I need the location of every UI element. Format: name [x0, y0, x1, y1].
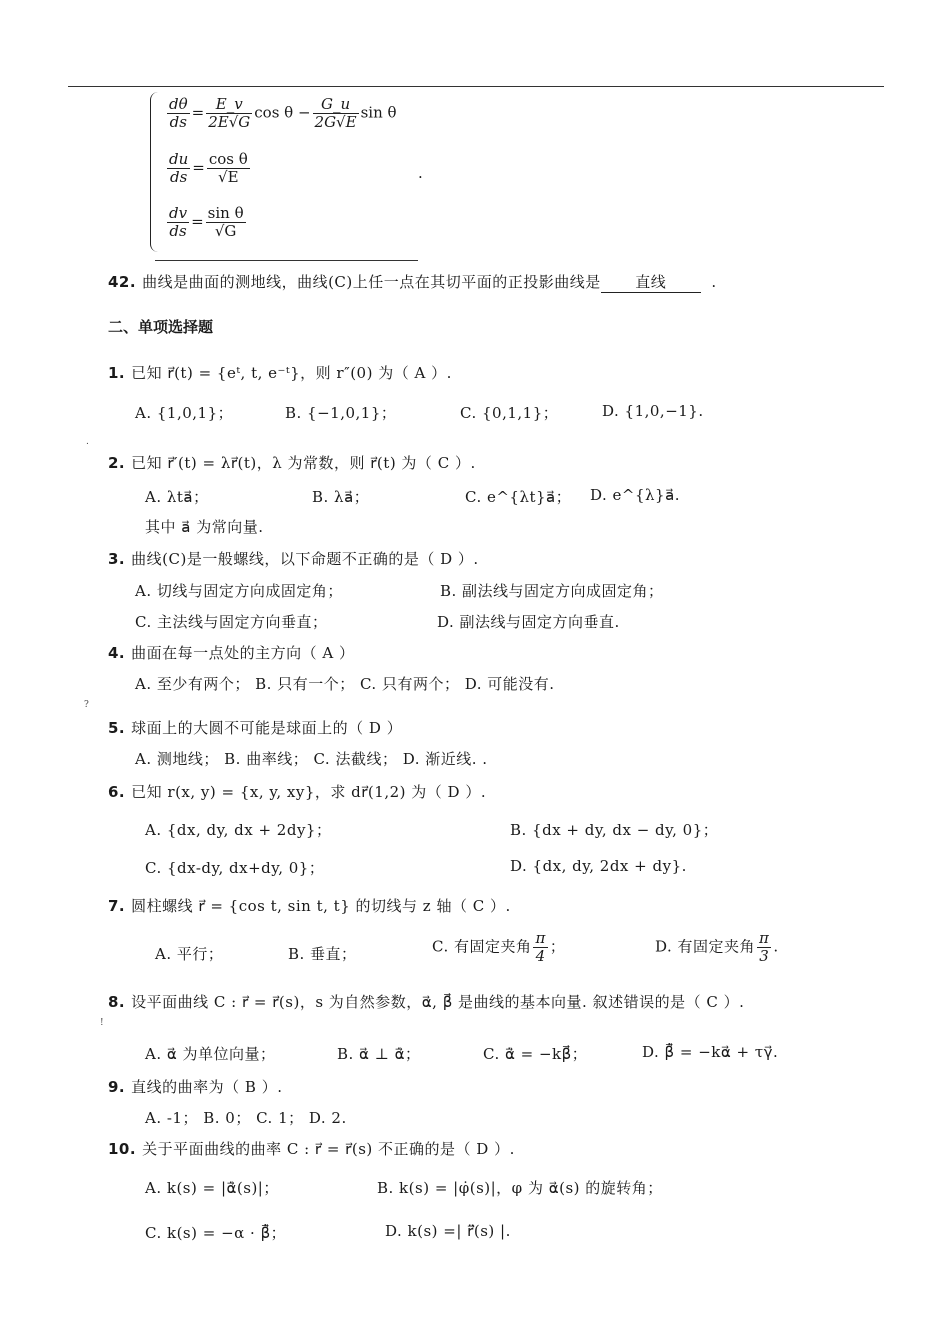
- q10-option-a: A. k(s) = |α̇⃗(s)|；: [145, 1179, 279, 1197]
- q3-option-a: A. 切线与固定方向成固定角；: [135, 582, 343, 600]
- q4-options: A. 至少有两个； B. 只有一个； C. 只有两个； D. 可能没有.: [135, 675, 555, 693]
- answer-blank: 直线: [601, 271, 701, 293]
- system-underline: [155, 260, 418, 261]
- question-2: 2. 已知 r⃗′(t) = λr⃗(t)，λ 为常数，则 r⃗(t) 为（ C ）.: [108, 454, 476, 472]
- q2-option-c: C. e^{λt}a⃗；: [465, 488, 572, 506]
- q1-option-a: A. {1,0,1}；: [135, 404, 234, 422]
- q1-option-d: D. {1,0,−1}.: [602, 402, 704, 420]
- question-3: 3. 曲线(C)是一般螺线，以下命题不正确的是（ D ）.: [108, 550, 479, 568]
- q2-option-a: A. λta⃗；: [145, 488, 209, 506]
- q3-option-c: C. 主法线与固定方向垂直；: [135, 613, 328, 631]
- stray-mark-3: !: [100, 1018, 104, 1028]
- q2-note: 其中 a⃗ 为常向量.: [145, 518, 264, 536]
- stray-mark-2: ?: [84, 700, 89, 710]
- q6-option-d: D. {dx, dy, 2dx + dy}.: [510, 857, 687, 875]
- q7-option-b: B. 垂直；: [288, 945, 357, 963]
- equation-1: $\frac{d\theta}{ds}$ = $\frac{E\_v}{2E√G}$ cos θ − $\frac{G\_u}{2G√E}$ sin θ: [169, 95, 397, 131]
- q3-option-b: B. 副法线与固定方向成固定角；: [440, 582, 664, 600]
- system-brace: [150, 92, 161, 252]
- stray-mark-1: .: [86, 437, 89, 447]
- question-9: 9. 直线的曲率为（ B ）.: [108, 1078, 283, 1096]
- q5-options: A. 测地线； B. 曲率线； C. 法截线； D. 渐近线. .: [135, 750, 488, 768]
- question-5: 5. 球面上的大圆不可能是球面上的（ D ）: [108, 719, 403, 737]
- q10-option-b: B. k(s) = |φ̇(s)|，φ 为 α⃗(s) 的旋转角；: [377, 1179, 663, 1197]
- equation-3: $\frac{dv}{ds}$ = $\frac{\text{sin θ}}{√G}$: [169, 204, 244, 240]
- section-heading: 二、单项选择题: [108, 318, 214, 336]
- q8-option-a: A. α⃗ 为单位向量；: [145, 1045, 276, 1063]
- question-4: 4. 曲面在每一点处的主方向（ A ）: [108, 644, 355, 662]
- q6-option-c: C. {dx-dy, dx+dy, 0}；: [145, 859, 325, 877]
- q3-option-d: D. 副法线与固定方向垂直.: [437, 613, 620, 631]
- question-1: 1. 已知 r⃗(t) = {eᵗ, t, e⁻ᵗ}，则 r″(0) 为（ A ）.: [108, 364, 452, 382]
- q1-option-b: B. {−1,0,1}；: [285, 404, 397, 422]
- equation-2: $\frac{du}{ds}$ = $\frac{\text{cos θ}}{√E}$: [169, 150, 248, 186]
- q9-options: A. -1； B. 0； C. 1； D. 2.: [145, 1109, 347, 1127]
- question-10: 10. 关于平面曲线的曲率 C : r⃗ = r⃗(s) 不正确的是（ D ）.: [108, 1140, 515, 1158]
- q10-option-c: C. k(s) = −α · β̇⃗；: [145, 1224, 287, 1242]
- q1-option-c: C. {0,1,1}；: [460, 404, 559, 422]
- q7-option-c: C. 有固定夹角 $\frac{\pi}{4}$ ；: [432, 929, 566, 965]
- q8-option-c: C. α̇⃗ = −kβ⃗；: [483, 1045, 588, 1063]
- q2-option-b: B. λa⃗；: [312, 488, 370, 506]
- q2-option-d: D. e^{λ}a⃗.: [590, 486, 681, 504]
- question-6: 6. 已知 r(x, y) = {x, y, xy}，求 dr⃗(1,2) 为（ D ）.: [108, 783, 487, 801]
- q7-option-a: A. 平行；: [155, 945, 224, 963]
- q8-option-d: D. β̇⃗ = −kα⃗ + τγ⃗.: [642, 1043, 779, 1061]
- system-period: .: [418, 164, 423, 182]
- q8-option-b: B. α⃗ ⊥ α̇⃗；: [337, 1045, 421, 1063]
- q7-option-d: D. 有固定夹角 $\frac{\pi}{3}$ .: [655, 929, 779, 965]
- q10-option-d: D. k(s) =| r̈⃗(s) |.: [385, 1222, 511, 1240]
- question-7: 7. 圆柱螺线 r⃗ = {cos t, sin t, t} 的切线与 z 轴（ C ）.: [108, 897, 511, 915]
- question-42: 42. 曲线是曲面的测地线，曲线(C)上任一点在其切平面的正投影曲线是 直线 .: [108, 273, 717, 291]
- q6-option-b: B. {dx + dy, dx − dy, 0}；: [510, 821, 719, 839]
- header-rule: [68, 86, 884, 87]
- question-8: 8. 设平面曲线 C : r⃗ = r⃗(s)，s 为自然参数，α⃗, β⃗ 是曲线的基本向量. 叙述错误的是（ C ）.: [108, 993, 745, 1011]
- q6-option-a: A. {dx, dy, dx + 2dy}；: [145, 821, 332, 839]
